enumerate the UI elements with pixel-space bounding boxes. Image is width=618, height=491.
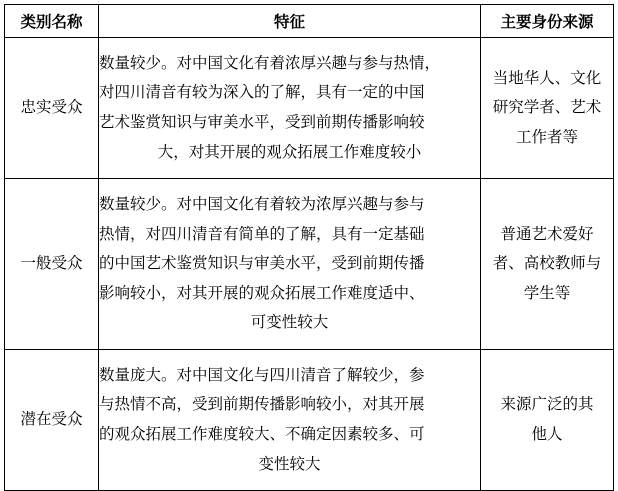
feature-line: 热情，对四川清音有简单的了解，具有一定基础 <box>99 224 425 243</box>
header-main-identity-source: 主要身份来源 <box>481 5 614 38</box>
table-header-row <box>5 5 614 38</box>
feature-line: 的中国艺术鉴赏知识与审美水平，受到前期传播 <box>99 254 425 273</box>
feature-cell <box>99 179 481 350</box>
feature-line: 变性较大 <box>258 454 321 473</box>
feature-line: 数量庞大。对中国文化与四川清音了解较少，参 <box>99 365 425 384</box>
table-row <box>5 350 614 491</box>
category-cell: 一般受众 <box>5 179 99 350</box>
source-line: 工作者等 <box>515 127 578 146</box>
header-category-name: 类别名称 <box>5 5 99 38</box>
feature-line: 艺术鉴赏知识与审美水平，受到前期传播影响较 <box>99 113 425 131</box>
source-line: 学生等 <box>523 283 571 302</box>
source-cell <box>481 179 614 350</box>
table-row <box>5 179 614 350</box>
source-cell <box>481 350 614 491</box>
table-row <box>5 38 614 179</box>
source-line: 普通艺术爱好 <box>500 224 594 243</box>
source-line: 者、高校教师与 <box>492 254 602 273</box>
source-cell <box>481 38 614 179</box>
source-line: 来源广泛的其 <box>500 395 594 414</box>
category-cell: 忠实受众 <box>5 38 99 179</box>
feature-cell <box>99 38 481 179</box>
source-line: 当地华人、文化 <box>492 68 602 87</box>
feature-line: 与热情不高，受到前期传播影响较小，对其开展 <box>99 395 425 414</box>
source-line: 他人 <box>531 425 563 443</box>
audience-classification-table <box>4 4 614 491</box>
feature-line: 对四川清音有较为深入的了解，具有一定的中国 <box>99 83 425 102</box>
feature-line: 数量较少。对中国文化有着浓厚兴趣与参与热情， <box>99 53 441 72</box>
category-cell: 潜在受众 <box>5 350 99 491</box>
header-features: 特征 <box>99 5 481 38</box>
feature-line: 可变性较大 <box>250 313 329 332</box>
source-line: 研究学者、艺术 <box>492 98 602 117</box>
feature-line: 影响较小，对其开展的观众拓展工作难度适中、 <box>99 283 425 302</box>
feature-line: 数量较少。对中国文化有着较为浓厚兴趣与参与 <box>99 195 425 214</box>
feature-line: 的观众拓展工作难度较大、不确定因素较多、可 <box>99 425 425 443</box>
feature-cell <box>99 350 481 491</box>
feature-line: 大，对其开展的观众拓展工作难度较小 <box>157 142 422 161</box>
